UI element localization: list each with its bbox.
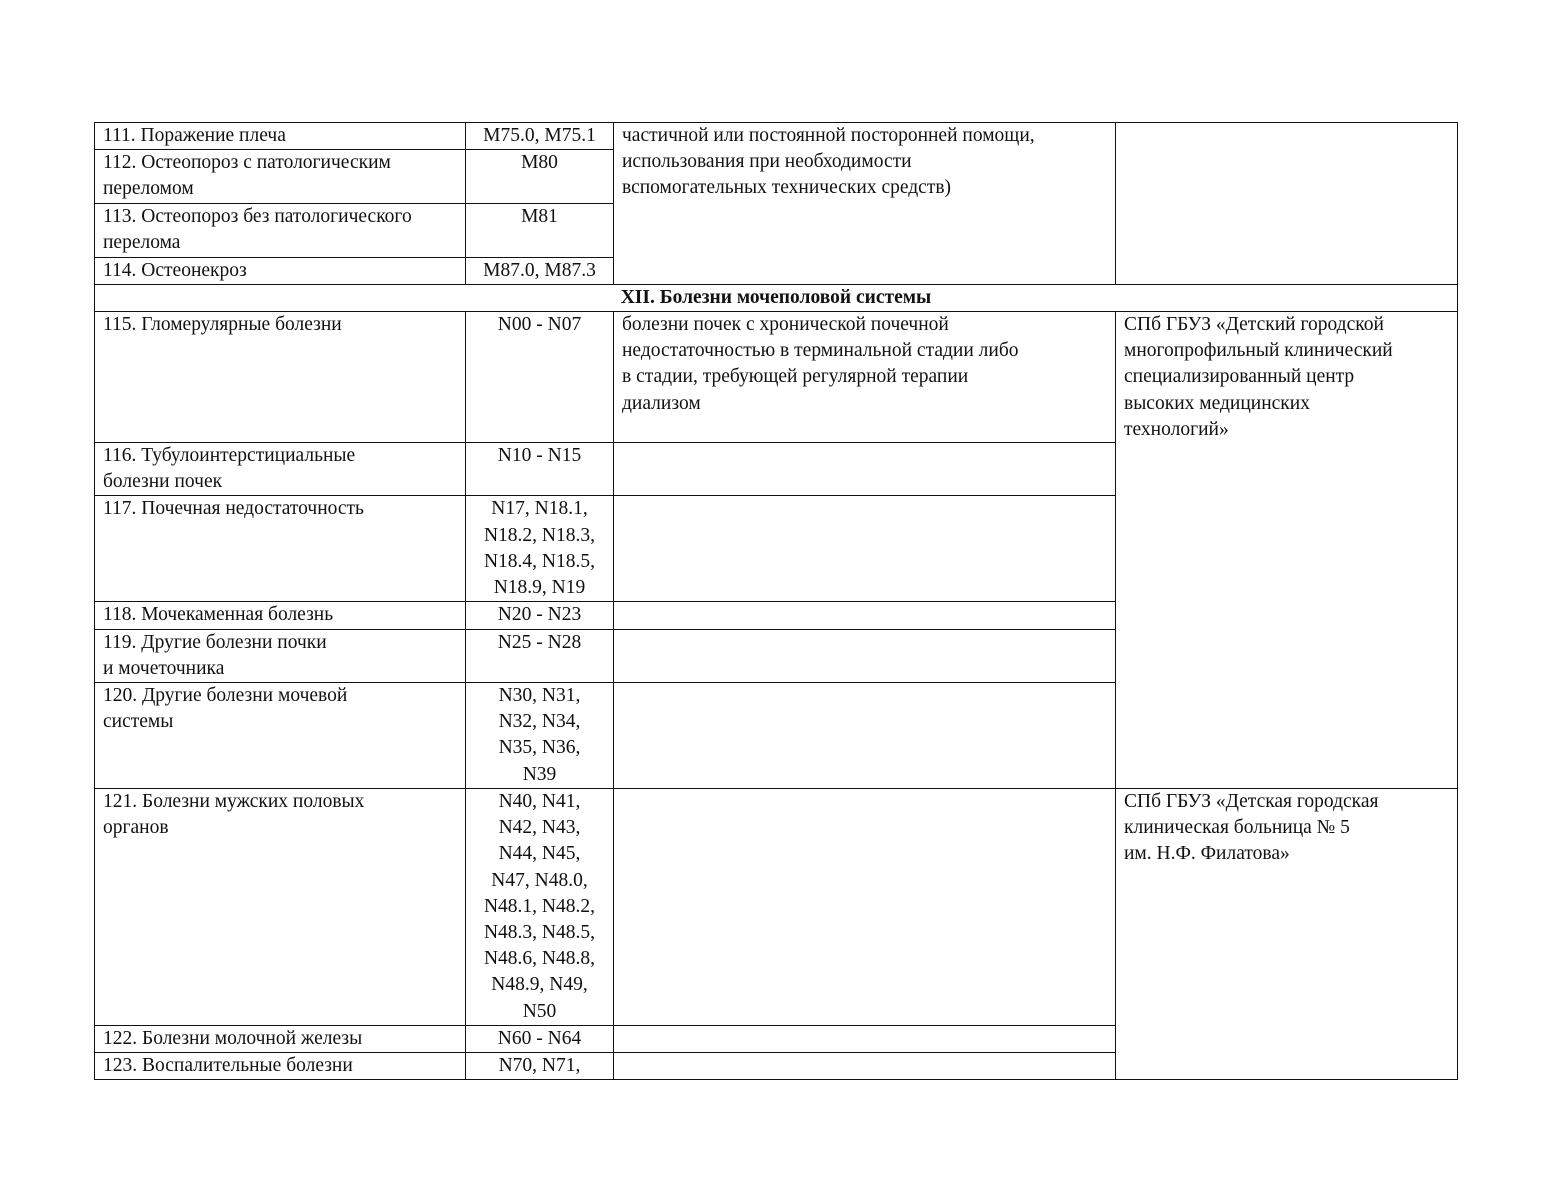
- icd-code: M81: [466, 203, 614, 257]
- section-row: [95, 284, 1458, 311]
- disease-name: 120. Другие болезни мочевой системы: [95, 683, 466, 789]
- disease-name: 116. Тубулоинтерстициальные болезни почек: [95, 443, 466, 496]
- icd-code: M87.0, M87.3: [466, 257, 614, 284]
- section-title: XII. Болезни мочеполовой системы: [95, 284, 1458, 311]
- disease-name: 121. Болезни мужских половых органов: [95, 789, 466, 1026]
- table-row: [95, 312, 1458, 443]
- table-row: [95, 789, 1458, 1026]
- icd-code: N20 - N23: [466, 602, 614, 629]
- disease-name: 115. Гломерулярные болезни: [95, 312, 466, 443]
- table-row: [95, 123, 1458, 150]
- icd-code: N25 - N28: [466, 629, 614, 682]
- disease-name: 114. Остеонекроз: [95, 257, 466, 284]
- disease-name: 112. Остеопороз с патологическим переломом: [95, 150, 466, 203]
- icd-code: N40, N41, N42, N43, N44, N45, N47, N48.0, N48.1, N48.2, N48.3, N48.5, N48.6, N48.8, N48.9, N49, N50: [466, 789, 614, 1026]
- icd-code: N70, N71,: [466, 1053, 614, 1080]
- condition-text: [614, 789, 1116, 1026]
- icd-code: N10 - N15: [466, 443, 614, 496]
- disease-name: 113. Остеопороз без патологического перелома: [95, 203, 466, 257]
- condition-text: [614, 1053, 1116, 1080]
- disease-name: 119. Другие болезни почки и мочеточника: [95, 629, 466, 682]
- condition-text: [614, 496, 1116, 602]
- condition-text: [614, 629, 1116, 682]
- condition-text: болезни почек с хронической почечной недостаточностью в терминальной стадии либо в стадии, требующей регулярной терапии диализом: [614, 312, 1116, 443]
- disease-name: 117. Почечная недостаточность: [95, 496, 466, 602]
- condition-text: [614, 1025, 1116, 1052]
- icd-code: N30, N31, N32, N34, N35, N36, N39: [466, 683, 614, 789]
- disease-name: 111. Поражение плеча: [95, 123, 466, 150]
- condition-text: [614, 602, 1116, 629]
- condition-text: частичной или постоянной посторонней помощи, использования при необходимости вспомогательных технических средств): [614, 123, 1116, 285]
- institution-cell: СПб ГБУЗ «Детский городской многопрофильный клинический специализированный центр высоких медицинских технологий»: [1116, 312, 1458, 789]
- condition-text: [614, 443, 1116, 496]
- icd-code: M80: [466, 150, 614, 203]
- disease-name: 122. Болезни молочной железы: [95, 1025, 466, 1052]
- institution-cell: [1116, 123, 1458, 285]
- condition-text: [614, 683, 1116, 789]
- icd-code: N17, N18.1, N18.2, N18.3, N18.4, N18.5, N18.9, N19: [466, 496, 614, 602]
- icd-code: N60 - N64: [466, 1025, 614, 1052]
- disease-name: 123. Воспалительные болезни: [95, 1053, 466, 1080]
- institution-cell: СПб ГБУЗ «Детская городская клиническая больница № 5 им. Н.Ф. Филатова»: [1116, 789, 1458, 1080]
- icd-code: M75.0, M75.1: [466, 123, 614, 150]
- disease-name: 118. Мочекаменная болезнь: [95, 602, 466, 629]
- disease-table: [94, 122, 1458, 1080]
- icd-code: N00 - N07: [466, 312, 614, 443]
